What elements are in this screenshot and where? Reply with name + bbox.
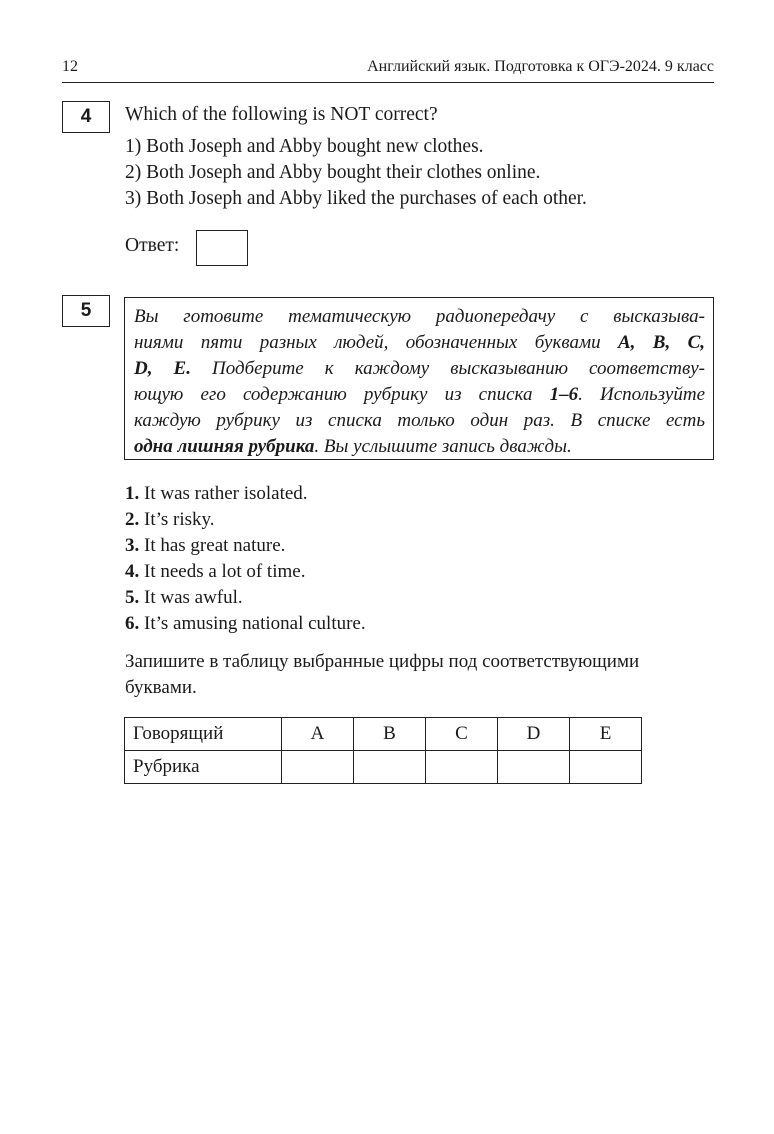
question-5-number: 5	[62, 295, 110, 327]
answer-cell-a[interactable]	[282, 751, 354, 784]
task-line: ниями пяти разных людей, обозначенных буквами A, B, C,	[134, 332, 705, 353]
task-line: D, E. Подберите к каждому высказыванию соответству-	[134, 358, 705, 379]
task-line: одна лишняя рубрика. Вы услышите запись дважды.	[134, 436, 572, 457]
answer-label: Ответ:	[125, 235, 180, 256]
answer-box[interactable]	[196, 230, 248, 266]
rubric-row-label: Рубрика	[125, 751, 282, 784]
answer-cell-c[interactable]	[426, 751, 498, 784]
rubric-option: 4. It needs a lot of time.	[125, 561, 306, 582]
question-4-option-3: 3) Both Joseph and Abby liked the purchases of each other.	[125, 188, 587, 209]
task-line: каждую рубрику из списка только один раз. В списке есть	[134, 410, 705, 431]
letter-e: E	[570, 718, 642, 751]
rubric-option: 3. It has great nature.	[125, 535, 286, 556]
rubric-option: 5. It was awful.	[125, 587, 243, 608]
task-instructions-box	[124, 297, 714, 460]
answer-table	[124, 717, 642, 784]
task-line: Вы готовите тематическую радиопередачу с высказыва-	[134, 306, 705, 327]
page-number: 12	[62, 58, 78, 75]
task-line: ющую его содержанию рубрику из списка 1–6. Используйте	[134, 384, 705, 405]
letter-d: D	[498, 718, 570, 751]
question-4-number: 4	[62, 101, 110, 133]
book-title: Английский язык. Подготовка к ОГЭ-2024. 9 класс	[367, 58, 714, 75]
question-4-option-2: 2) Both Joseph and Abby bought their clothes online.	[125, 162, 541, 183]
rubric-option: 2. It’s risky.	[125, 509, 215, 530]
answer-cell-b[interactable]	[354, 751, 426, 784]
rubric-option: 6. It’s amusing national culture.	[125, 613, 366, 634]
speaker-row-label: Говорящий	[125, 718, 282, 751]
answer-cell-e[interactable]	[570, 751, 642, 784]
table-row	[125, 751, 642, 784]
table-instruction-line-1: Запишите в таблицу выбранные цифры под соответствующими	[125, 651, 640, 672]
page-header	[62, 58, 714, 83]
question-4-text: Which of the following is NOT correct?	[125, 104, 438, 125]
table-instruction-line-2: буквами.	[125, 677, 197, 698]
table-row	[125, 718, 642, 751]
rubric-option: 1. It was rather isolated.	[125, 483, 308, 504]
answer-cell-d[interactable]	[498, 751, 570, 784]
letter-a: A	[282, 718, 354, 751]
letter-b: B	[354, 718, 426, 751]
letter-c: C	[426, 718, 498, 751]
question-4-option-1: 1) Both Joseph and Abby bought new clothes.	[125, 136, 484, 157]
